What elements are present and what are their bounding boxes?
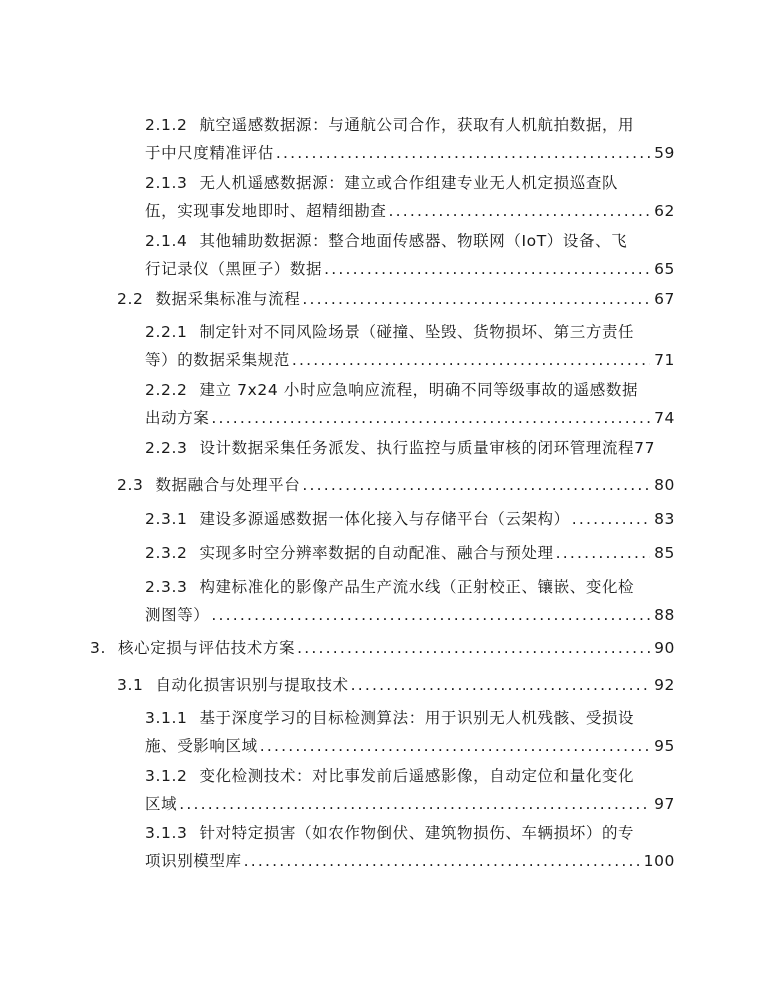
dot-leader <box>211 407 650 429</box>
toc-number: 2.3.2 <box>145 544 188 562</box>
toc-page-number: 77 <box>634 439 656 457</box>
dot-leader <box>324 258 650 280</box>
toc-title-line: 制定针对不同风险场景（碰撞、坠毁、货物损坏、第三方责任 <box>199 323 635 341</box>
toc-entry-2-3-3[interactable] <box>145 576 675 626</box>
toc-entry-3-1[interactable] <box>117 674 675 696</box>
toc-title-line: 伍，实现事发地即时、超精细勘查 <box>145 202 387 220</box>
toc-entry-2-3[interactable] <box>117 474 675 496</box>
toc-number: 2.2 <box>117 290 144 308</box>
toc-page-number: 59 <box>654 144 675 162</box>
toc-title-line: 出动方案 <box>145 409 210 427</box>
toc-title: 数据融合与处理平台 <box>155 476 301 494</box>
toc-page-number: 90 <box>654 639 675 657</box>
dot-leader <box>389 200 651 222</box>
toc-entry-2-2[interactable] <box>117 288 675 310</box>
toc-page-number: 100 <box>643 852 675 870</box>
toc-page-number: 97 <box>654 795 675 813</box>
toc-title: 设计数据采集任务派发、执行监控与质量审核的闭环管理流程 <box>199 439 635 457</box>
toc-number: 3.1.2 <box>145 767 188 785</box>
toc-title-line: 构建标准化的影像产品生产流水线（正射校正、镶嵌、变化检 <box>199 578 635 596</box>
dot-leader <box>556 542 650 564</box>
toc-entry-2-2-1[interactable] <box>145 321 675 371</box>
toc-title: 建设多源遥感数据一体化接入与存储平台（云架构） <box>199 510 570 528</box>
toc-page-number: 83 <box>654 510 675 528</box>
toc-entry-3-1-3[interactable] <box>145 822 675 872</box>
toc-entry-3-1-2[interactable] <box>145 765 675 815</box>
toc-number: 3.1 <box>117 676 144 694</box>
toc-entry-2-2-2[interactable] <box>145 379 675 429</box>
toc-number: 3.1.3 <box>145 824 188 842</box>
dot-leader <box>351 674 650 696</box>
toc-title-line: 区域 <box>145 795 178 813</box>
toc-title: 自动化损害识别与提取技术 <box>155 676 349 694</box>
toc-page-number: 65 <box>654 260 675 278</box>
dot-leader <box>302 288 650 310</box>
toc-title-line: 项识别模型库 <box>145 852 242 870</box>
toc-number: 2.3.1 <box>145 510 188 528</box>
toc-title-line: 无人机遥感数据源：建立或合作组建专业无人机定损巡查队 <box>199 174 619 192</box>
toc-entry-2-2-3[interactable] <box>145 437 675 459</box>
toc-page-number: 62 <box>654 202 675 220</box>
toc-title-line: 测图等） <box>145 606 210 624</box>
toc-entry-2-3-2[interactable] <box>145 542 675 564</box>
toc-title: 核心定损与评估技术方案 <box>118 639 296 657</box>
dot-leader <box>244 850 640 872</box>
toc-page-number: 92 <box>654 676 675 694</box>
toc-number: 2.1.2 <box>145 116 188 134</box>
toc-title-line: 基于深度学习的目标检测算法：用于识别无人机残骸、受损设 <box>199 709 635 727</box>
toc-title-line: 于中尺度精准评估 <box>145 144 274 162</box>
toc-page-number: 88 <box>654 606 675 624</box>
toc-entry-3-1-1[interactable] <box>145 707 675 757</box>
toc-number: 2.2.1 <box>145 323 188 341</box>
toc-title-line: 等）的数据采集规范 <box>145 351 290 369</box>
toc-title-line: 针对特定损害（如农作物倒伏、建筑物损伤、车辆损坏）的专 <box>199 824 635 842</box>
toc-title-line: 建立 7x24 小时应急响应流程，明确不同等级事故的遥感数据 <box>199 381 639 399</box>
dot-leader <box>572 508 650 530</box>
toc-number: 2.3.3 <box>145 578 188 596</box>
toc-page-number: 80 <box>654 476 675 494</box>
dot-leader <box>292 349 650 371</box>
toc-title-line: 施、受影响区域 <box>145 737 258 755</box>
toc-title: 实现多时空分辨率数据的自动配准、融合与预处理 <box>199 544 554 562</box>
toc-entry-2-1-3[interactable] <box>145 172 675 222</box>
toc-entry-2-1-4[interactable] <box>145 230 675 280</box>
toc-title-line: 航空遥感数据源：与通航公司合作，获取有人机航拍数据，用 <box>199 116 635 134</box>
dot-leader <box>211 604 650 626</box>
toc-entry-2-1-2[interactable] <box>145 114 675 164</box>
toc-number: 2.3 <box>117 476 144 494</box>
toc-entry-3[interactable] <box>90 637 675 659</box>
toc-number: 2.1.4 <box>145 232 188 250</box>
dot-leader <box>297 637 650 659</box>
dot-leader <box>260 735 650 757</box>
toc-number: 3.1.1 <box>145 709 188 727</box>
toc-number: 2.2.2 <box>145 381 188 399</box>
dot-leader <box>302 474 650 496</box>
toc-page-number: 85 <box>654 544 675 562</box>
dot-leader <box>179 793 650 815</box>
toc-page-number: 71 <box>654 351 675 369</box>
toc-entry-2-3-1[interactable] <box>145 508 675 530</box>
toc-title: 数据采集标准与流程 <box>155 290 301 308</box>
toc-number: 3. <box>90 639 106 657</box>
toc-number: 2.1.3 <box>145 174 188 192</box>
toc-page-number: 95 <box>654 737 675 755</box>
toc-page-number: 67 <box>654 290 675 308</box>
toc-title-line: 行记录仪（黑匣子）数据 <box>145 260 323 278</box>
toc-number: 2.2.3 <box>145 439 188 457</box>
toc-title-line: 其他辅助数据源：整合地面传感器、物联网（IoT）设备、飞 <box>199 232 628 250</box>
toc-page-number: 74 <box>654 409 675 427</box>
dot-leader <box>276 142 650 164</box>
toc-title-line: 变化检测技术：对比事发前后遥感影像，自动定位和量化变化 <box>199 767 635 785</box>
